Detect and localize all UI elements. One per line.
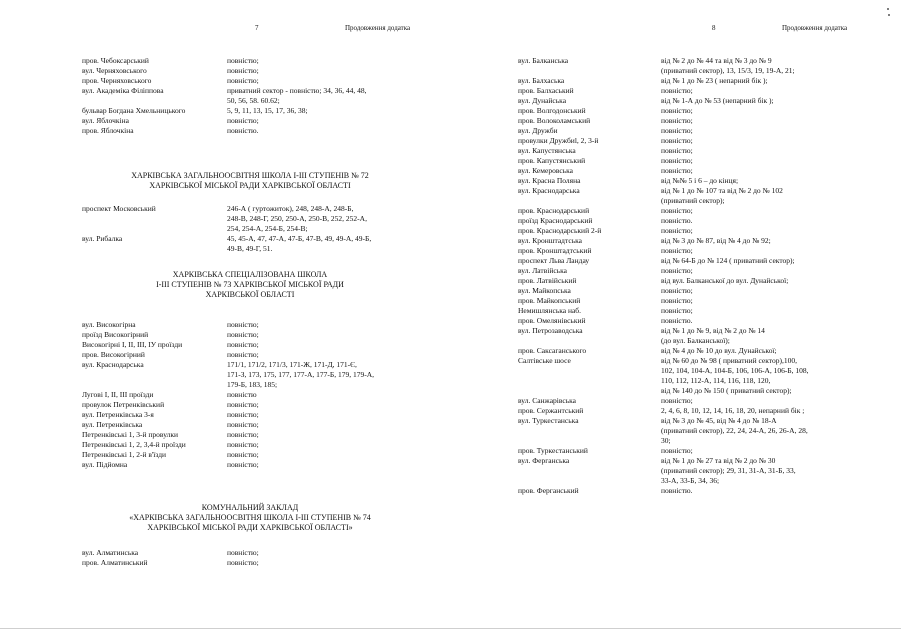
street-name: вул. Майкопська [518, 286, 571, 295]
house-numbers [661, 446, 693, 456]
house-numbers-line: 5, 9, 11, 13, 15, 17, 36, 38; [227, 106, 308, 115]
house-numbers [661, 146, 693, 156]
house-numbers-line: від № 1-А до № 53 (непарний бік ); [661, 96, 774, 105]
house-numbers [661, 276, 788, 286]
street-name: пров. Високогірний [82, 350, 145, 359]
street-name: пров. Черняховського [82, 76, 152, 85]
street-name: проїзд Краснодарський [518, 216, 593, 225]
street-name: провулки Дружбиl, 2, 3-й [518, 136, 599, 145]
street-name: пров. Саксаганського [518, 346, 587, 355]
street-name: вул. Черняховського [82, 66, 147, 75]
house-numbers [661, 406, 804, 416]
street-name: вул. Кемеровська [518, 166, 573, 175]
house-numbers-line: 2, 4, 6, 8, 10, 12, 14, 16, 18, 20, непарний бік ; [661, 406, 805, 415]
house-numbers-line: повністю; [661, 296, 693, 305]
street-name: проспект Московський [82, 204, 156, 213]
house-numbers [227, 440, 259, 450]
street-name: вул. Балканська [518, 56, 569, 65]
house-numbers-line: від № 60 до № 98 ( приватний сектор),100, [661, 356, 797, 365]
house-numbers [661, 356, 809, 396]
street-name: вул. Латвійська [518, 266, 567, 275]
house-numbers-line: повністю. [661, 316, 693, 325]
heading-line: ХАРКІВСЬКА СПЕЦІАЛІЗОВАНА ШКОЛА [172, 270, 328, 279]
house-numbers-line: від № 3 до № 87, від № 4 до № 92; [661, 236, 771, 245]
street-name: пров. Ферганський [518, 486, 579, 495]
house-numbers-line: (до вул. Балканської); [661, 336, 730, 345]
street-name: Салтівське шосе [518, 356, 571, 365]
street-name: вул. Петренківська [82, 420, 143, 429]
house-numbers [661, 326, 765, 346]
house-numbers-line: повністю; [661, 136, 693, 145]
street-name: вул. Ферганська [518, 456, 570, 465]
house-numbers [661, 186, 783, 206]
house-numbers-line: повністю; [661, 156, 693, 165]
street-name: проспект Льва Ландау [518, 256, 590, 265]
house-numbers-line: повністю; [227, 420, 259, 429]
house-numbers [227, 390, 257, 400]
house-numbers-line: від вул. Балканської до вул. Дунайської; [661, 276, 789, 285]
street-name: вул. Балхаська [518, 76, 565, 85]
house-numbers-line: повністю; [661, 446, 693, 455]
street-name: вул. Туркестанська [518, 416, 579, 425]
house-numbers-line: повністю; [227, 558, 259, 567]
house-numbers [661, 286, 693, 296]
street-name: вул. Петренківська 3-я [82, 410, 154, 419]
house-numbers [227, 558, 259, 568]
house-numbers-line: повністю; [227, 116, 259, 125]
street-name: провулок Петренківський [82, 400, 165, 409]
house-numbers [661, 346, 777, 356]
house-numbers [661, 396, 693, 406]
street-name: вул. Алматинська [82, 548, 139, 557]
house-numbers-line: (приватний сектор), 22, 24, 24-А, 26, 26-А, 28, [661, 426, 808, 435]
house-numbers-line: повністю; [227, 320, 259, 329]
house-numbers-line: від № 1 до № 27 та від № 2 до № 30 [661, 456, 776, 465]
house-numbers [661, 206, 693, 216]
house-numbers [661, 416, 808, 446]
house-numbers-line: повністю; [661, 166, 693, 175]
street-name: вул. Дружби [518, 126, 558, 135]
house-numbers-line: повністю; [661, 146, 693, 155]
house-numbers [227, 340, 259, 350]
house-numbers [661, 136, 693, 146]
street-name: вул. Рибалка [82, 234, 123, 243]
house-numbers-line: 50, 56, 58. 60.62; [227, 96, 280, 105]
heading-line: «ХАРКІВСЬКА ЗАГАЛЬНООСВІТНЯ ШКОЛА І-ІІІ СТУПЕНІВ № 74 [129, 513, 371, 522]
house-numbers [227, 204, 367, 234]
house-numbers-line: повністю; [661, 106, 693, 115]
street-name: проїзд Високогірний [82, 330, 149, 339]
heading-line: ХАРКІВСЬКОЇ МІСЬКОЇ РАДИ ХАРКІВСЬКОЇ ОБЛАСТІ» [147, 523, 353, 532]
house-numbers-line: повністю; [227, 430, 259, 439]
street-name: вул. Петрозаводська [518, 326, 583, 335]
heading-line: І-ІІІ СТУПЕНІВ № 73 ХАРКІВСЬКОЇ МІСЬКОЇ РАДИ [156, 280, 344, 289]
house-numbers-line: (приватний сектор), 13, 15/3, 19, 19-А, 21; [661, 66, 795, 75]
street-name: Петренківські 1, 3-й провулки [82, 430, 179, 439]
school-heading [75, 503, 425, 533]
house-numbers-line: повністю; [661, 206, 693, 215]
street-name: пров. Капустянський [518, 156, 586, 165]
heading-line: КОМУНАЛЬНИЙ ЗАКЛАД [201, 503, 299, 512]
street-name: пров. Волоколамський [518, 116, 591, 125]
house-numbers [661, 86, 693, 96]
house-numbers-line: 110, 112, 112-А, 114, 116, 118, 120, [661, 376, 771, 385]
street-name: вул. Дунайська [518, 96, 567, 105]
house-numbers-line: повністю; [661, 226, 693, 235]
house-numbers-line: повністю; [661, 246, 693, 255]
street-name: пров. Сержантський [518, 406, 584, 415]
house-numbers [661, 226, 693, 236]
house-numbers [227, 116, 259, 126]
street-name: вул. Високогірна [82, 320, 136, 329]
house-numbers-line: від № 140 до № 150 ( приватний сектор); [661, 386, 792, 395]
house-numbers-line: (приватний сектор); [661, 196, 725, 205]
house-numbers-line: (приватний сектор); 29, 31, 31-А, 31-Б, 33, [661, 466, 796, 475]
house-numbers-line: повністю. [661, 486, 693, 495]
street-name: вул. Санжарівська [518, 396, 576, 405]
house-numbers-line: 49-В, 49-Г, 51. [227, 244, 273, 253]
street-name: бульвар Богдана Хмельницького [82, 106, 186, 115]
house-numbers-line: від № 1 до № 23 ( непарний бік ); [661, 76, 768, 85]
street-name: Петренківські 1, 2-й в'їзди [82, 450, 167, 459]
street-name: пров. Алматинський [82, 558, 148, 567]
school-heading [75, 270, 425, 300]
house-numbers-line: від № 4 до № 10 до вул. Дунайської; [661, 346, 777, 355]
house-numbers [661, 306, 693, 316]
street-name: вул. Красна Поляна [518, 176, 581, 185]
house-numbers [227, 460, 259, 470]
house-numbers-line: 45, 45-А, 47, 47-А, 47-Б, 47-В, 49, 49-А, 49-Б, [227, 234, 372, 243]
street-name: Лугові І, ІІ, ІІІ проїзди [82, 390, 154, 399]
street-name: вул. Підйомна [82, 460, 128, 469]
house-numbers-line: повністю; [661, 86, 693, 95]
house-numbers [227, 106, 308, 116]
house-numbers-line: приватний сектор - повністю; 34, 36, 44, 48, [227, 86, 367, 95]
house-numbers [227, 56, 259, 66]
house-numbers-line: від № 64-Б до № 124 ( приватний сектор); [661, 256, 795, 265]
school-heading [75, 171, 425, 191]
house-numbers-line: 102, 104, 104-А, 104-Б, 106, 106-А, 106-Б, 108, [661, 366, 809, 375]
house-numbers-line: повністю; [227, 76, 259, 85]
street-name: пров. Кронштадтський [518, 246, 592, 255]
street-name: пров. Чебоксарський [82, 56, 149, 65]
street-name: пров. Яблочкіна [82, 126, 134, 135]
house-numbers-line: повністю. [661, 216, 693, 225]
street-name: вул. Капустянська [518, 146, 576, 155]
house-numbers [227, 360, 374, 390]
house-numbers-line: від № 2 до № 44 та від № 3 до № 9 [661, 56, 772, 65]
house-numbers [661, 76, 768, 86]
house-numbers [661, 106, 693, 116]
house-numbers-line: повністю; [227, 350, 259, 359]
running-header: Продовження додатка [782, 24, 848, 32]
page-number: 8 [712, 24, 716, 32]
house-numbers-line: повністю; [227, 400, 259, 409]
house-numbers [227, 548, 259, 558]
house-numbers-line: повністю; [227, 330, 259, 339]
street-name: пров. Омелянівський [518, 316, 586, 325]
house-numbers-line: повністю; [661, 396, 693, 405]
house-numbers [661, 216, 693, 226]
street-name: Немишлянська наб. [518, 306, 582, 315]
house-numbers-line: 33-А, 33-Б, 34, 36; [661, 476, 720, 485]
house-numbers-line: повністю [227, 390, 257, 399]
street-name: пров. Латвійський [518, 276, 577, 285]
house-numbers [227, 400, 259, 410]
house-numbers-line: повністю; [661, 286, 693, 295]
house-numbers-line: 30; [661, 436, 671, 445]
house-numbers [227, 350, 259, 360]
house-numbers-line: повністю; [661, 306, 693, 315]
street-name: пров. Балхаський [518, 86, 574, 95]
house-numbers [661, 316, 693, 326]
page-right [450, 0, 901, 630]
house-numbers [227, 234, 371, 254]
house-numbers [661, 246, 693, 256]
house-numbers-line: 171/1, 171/2, 171/3, 171-Ж, 171-Д, 171-Є, [227, 360, 357, 369]
house-numbers [227, 330, 259, 340]
house-numbers-line: 179-Б, 183, 185; [227, 380, 278, 389]
house-numbers-line: від № 3 до № 45, від № 4 до № 18-А [661, 416, 777, 425]
street-name: пров. Туркестанський [518, 446, 588, 455]
house-numbers [227, 430, 259, 440]
heading-line: ХАРКІВСЬКА ЗАГАЛЬНООСВІТНЯ ШКОЛА І-ІІІ СТУПЕНІВ № 72 [131, 171, 369, 180]
house-numbers [661, 166, 693, 176]
page-number: 7 [255, 24, 259, 32]
house-numbers-line: повністю; [227, 56, 259, 65]
house-numbers [661, 266, 693, 276]
house-numbers [227, 76, 259, 86]
running-header: Продовження додатка [345, 24, 411, 32]
house-numbers [227, 86, 366, 106]
house-numbers-line: 246-А ( гуртожиток), 248, 248-А, 248-Б, [227, 204, 354, 213]
house-numbers [661, 296, 693, 306]
street-name: Високогірні І, ІІ, ІІІ, ІУ проїзди [82, 340, 183, 349]
street-name: вул. Яблочкіна [82, 116, 129, 125]
house-numbers-line: від №№ 5 і 6 – до кінця; [661, 176, 739, 185]
house-numbers-line: 171-З, 173, 175, 177, 177-А, 177-Б, 179, 179-А, [227, 370, 375, 379]
house-numbers [661, 116, 693, 126]
house-numbers-line: повністю; [227, 410, 259, 419]
house-numbers [227, 320, 259, 330]
house-numbers [661, 236, 771, 246]
heading-line: ХАРКІВСЬКОЇ ОБЛАСТІ [205, 290, 295, 299]
house-numbers-line: від № 1 до № 9, від № 2 до № 14 [661, 326, 765, 335]
house-numbers-line: повністю; [661, 126, 693, 135]
house-numbers-line: повністю; [227, 460, 259, 469]
house-numbers-line: повністю; [661, 116, 693, 125]
house-numbers [661, 176, 738, 186]
street-name: Петренківські 1, 2, 3,4-й проїзди [82, 440, 186, 449]
street-name: вул. Академіка Філіппова [82, 86, 164, 95]
house-numbers [227, 66, 259, 76]
house-numbers [661, 256, 795, 266]
page-edge [0, 628, 901, 629]
page-left [0, 0, 450, 630]
scan-speck [887, 8, 889, 10]
house-numbers [661, 156, 693, 166]
house-numbers-line: повністю; [227, 340, 259, 349]
heading-line: ХАРКІВСЬКОЇ МІСЬКОЇ РАДИ ХАРКІВСЬКОЇ ОБЛАСТІ [149, 181, 351, 190]
house-numbers [661, 96, 774, 106]
street-name: вул. Краснодарська [82, 360, 144, 369]
house-numbers [227, 410, 259, 420]
house-numbers-line: повністю. [227, 126, 259, 135]
house-numbers-line: повністю; [227, 450, 259, 459]
house-numbers-line: від № 1 до № 107 та від № 2 до № 102 [661, 186, 783, 195]
house-numbers [227, 450, 259, 460]
house-numbers [227, 420, 259, 430]
street-name: пров. Краснодарський [518, 206, 590, 215]
house-numbers [661, 56, 795, 76]
house-numbers-line: 248-В, 248-Г, 250, 250-А, 250-В, 252, 252-А, [227, 214, 367, 223]
house-numbers-line: повністю; [661, 266, 693, 275]
house-numbers-line: повністю; [227, 440, 259, 449]
street-name: пров. Волгодонський [518, 106, 586, 115]
house-numbers-line: повністю; [227, 66, 259, 75]
house-numbers [227, 126, 259, 136]
street-name: пров. Краснодарський 2-й [518, 226, 602, 235]
house-numbers-line: повністю; [227, 548, 259, 557]
street-name: вул. Краснодарська [518, 186, 580, 195]
street-name: вул. Кронштадтська [518, 236, 582, 245]
house-numbers-line: 254, 254-А, 254-Б, 254-В; [227, 224, 308, 233]
scan-speck [888, 14, 890, 16]
street-name: пров. Майкопський [518, 296, 581, 305]
house-numbers [661, 126, 693, 136]
house-numbers [661, 456, 796, 486]
house-numbers [661, 486, 693, 496]
